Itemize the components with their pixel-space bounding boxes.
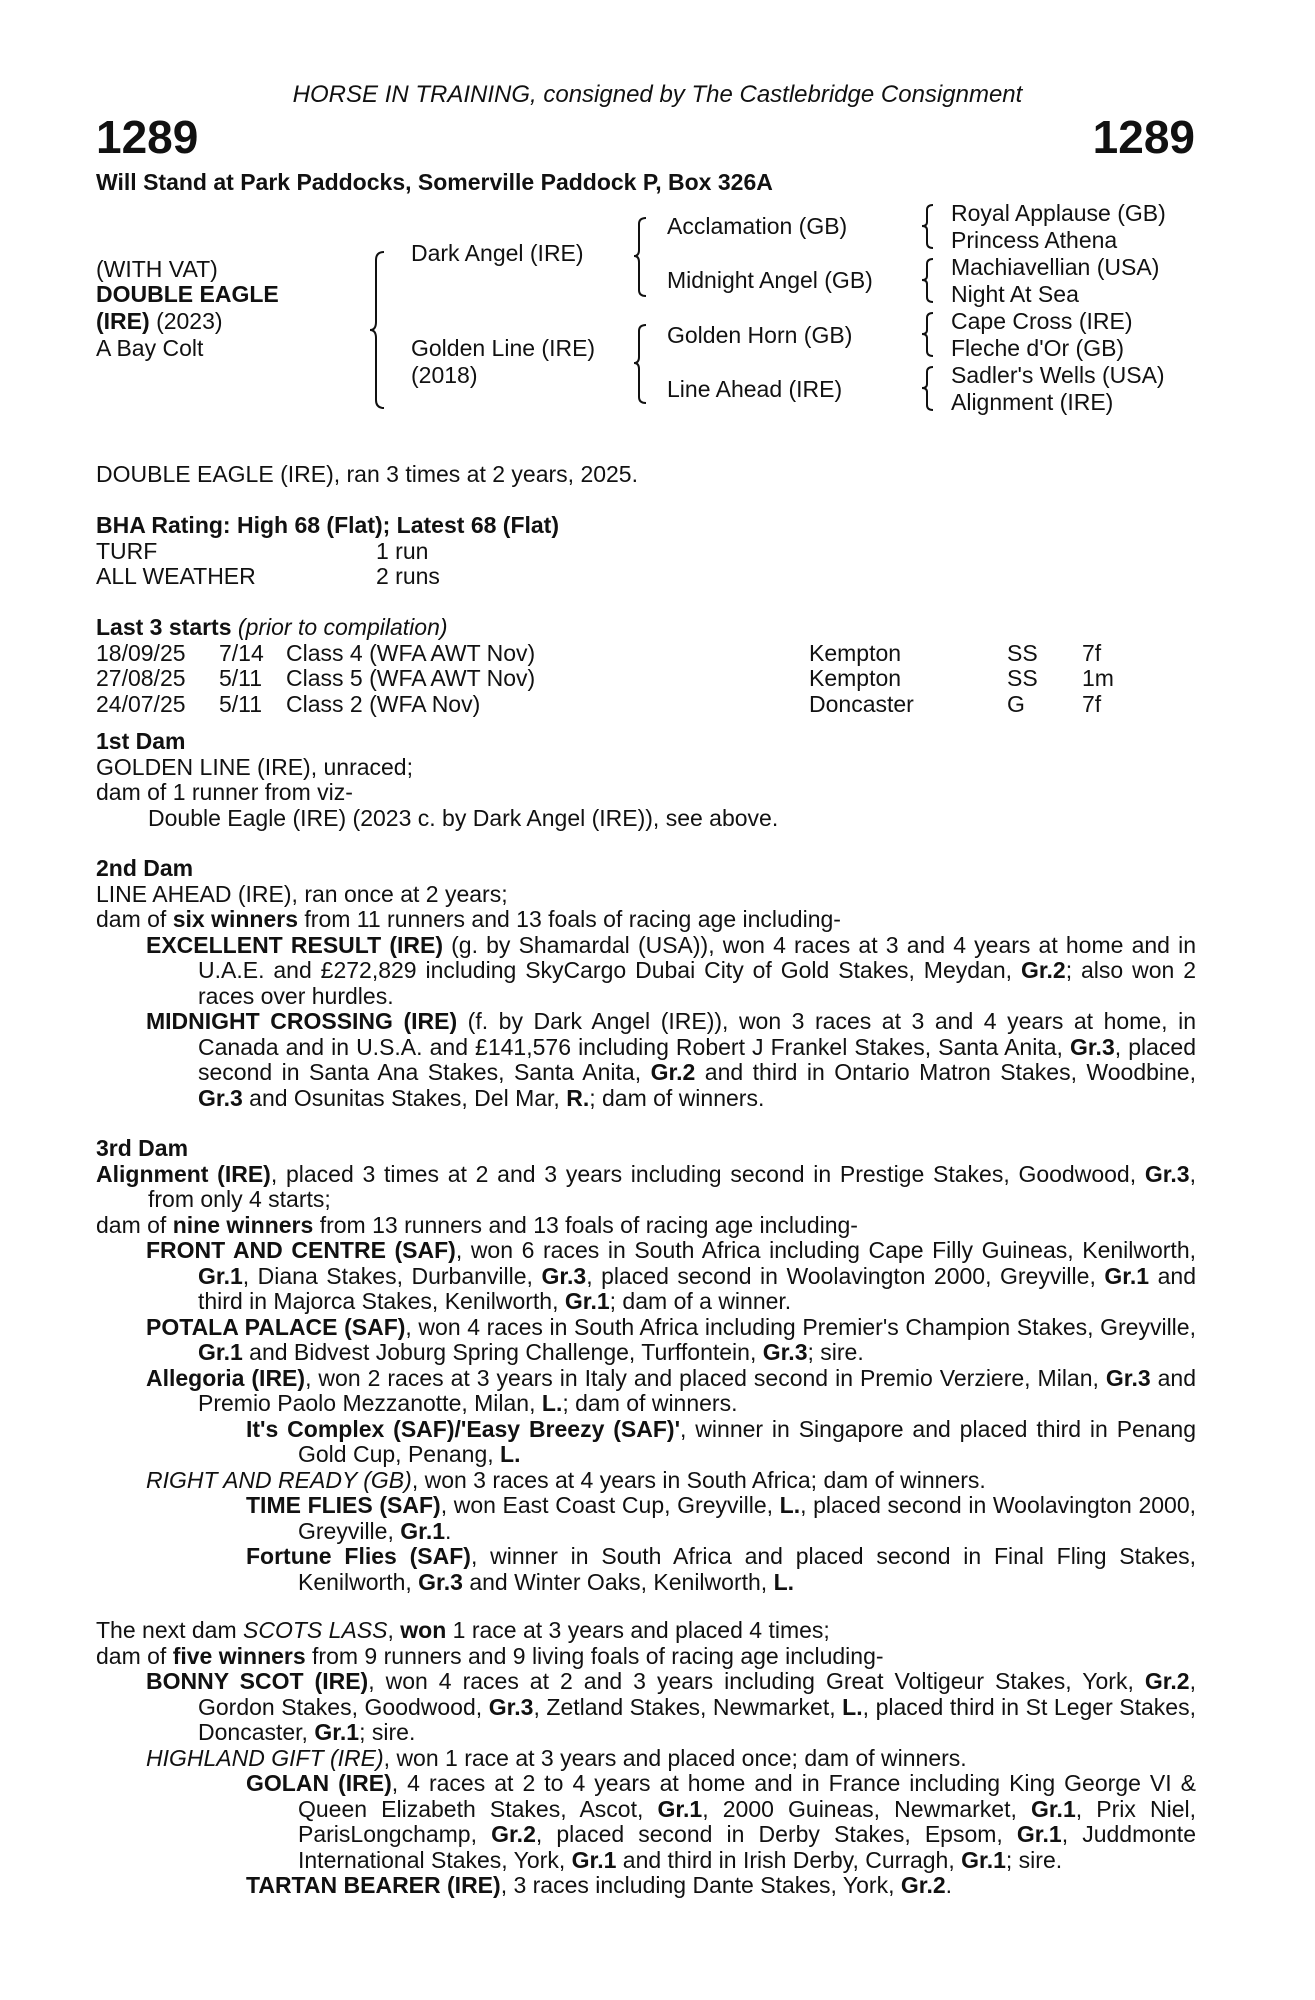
second-dam-section xyxy=(96,856,1196,1111)
pedigree-dsd: Fleche d'Or (GB) xyxy=(951,335,1125,361)
pedigree-sire: Dark Angel (IRE) xyxy=(411,240,584,266)
race-summary: DOUBLE EAGLE (IRE), ran 3 times at 2 years, 2025. xyxy=(96,461,638,487)
pedigree-dds: Sadler's Wells (USA) xyxy=(951,362,1165,388)
third-dam-alignment: Alignment (IRE), placed 3 times at 2 and 3 years including second in Prestige Stakes, Goodwood, Gr.3, from only 4 starts; xyxy=(96,1160,1196,1212)
last-starts-heading: Last 3 starts (prior to compilation) xyxy=(96,614,448,640)
produce-midnight-crossing: MIDNIGHT CROSSING (IRE) (f. by Dark Angel (IRE)), won 3 races at 3 and 4 years at home, in Canada and in U.S.A. and £141,576 including Robert J Frankel Stakes, Santa Anita, Gr.3, placed second in Santa Ana Stakes, Santa Anita, Gr.2 and third in Ontario Matron Stakes, Woodbine, Gr.3 and Osunitas Stakes, Del Mar, R.; dam of winners. xyxy=(146,1008,1196,1111)
start-row: 24/07/25 5/11 Class 2 (WFA Nov) Doncaster G 7f xyxy=(96,690,1102,717)
pedigree-dam-year: (2018) xyxy=(411,362,478,388)
next-dam-line: dam of five winners from 9 runners and 9 living foals of racing age including- xyxy=(96,1642,884,1669)
produce-right-and-ready: RIGHT AND READY (GB), won 3 races at 4 years in South Africa; dam of winners. xyxy=(146,1466,986,1493)
pedigree-sire-sire: Acclamation (GB) xyxy=(667,213,848,239)
last-starts-section xyxy=(96,615,1196,717)
pedigree-sdd: Night At Sea xyxy=(951,281,1079,307)
pedigree-bracket-main xyxy=(370,250,390,410)
start-row: 18/09/25 7/14 Class 4 (WFA AWT Nov) Kempton SS 7f xyxy=(96,639,1102,666)
produce-allegoria: Allegoria (IRE), won 2 races at 3 years in Italy and placed second in Premio Verziere, Milan, Gr.3 and Premio Paolo Mezzanotte, Milan, L.; dam of winners. xyxy=(146,1364,1197,1416)
pedigree-dss: Cape Cross (IRE) xyxy=(951,308,1133,334)
pedigree-sds: Machiavellian (USA) xyxy=(951,254,1160,280)
start-row: 27/08/25 5/11 Class 5 (WFA AWT Nov) Kempton SS 1m xyxy=(96,665,1114,691)
pedigree-sss: Royal Applause (GB) xyxy=(951,200,1166,226)
first-dam-heading: 1st Dam xyxy=(96,728,186,754)
pedigree-bracket-g3-2 xyxy=(922,257,936,305)
pedigree-dam-dam: Line Ahead (IRE) xyxy=(667,376,843,402)
produce-tartan-bearer: TARTAN BEARER (IRE), 3 races including Dante Stakes, York, Gr.2. xyxy=(246,1872,953,1898)
next-dam-line: The next dam SCOTS LASS, won 1 race at 3 years and placed 4 times; xyxy=(96,1617,830,1643)
horse-description: A Bay Colt xyxy=(96,335,204,361)
second-dam-line: LINE AHEAD (IRE), ran once at 2 years; xyxy=(96,880,508,907)
next-dam-section xyxy=(96,1618,1196,1899)
pedigree-sire-dam: Midnight Angel (GB) xyxy=(667,267,873,293)
horse-name: DOUBLE EAGLE xyxy=(96,281,279,307)
second-dam-heading: 2nd Dam xyxy=(96,855,194,881)
rating-section xyxy=(96,513,1196,590)
first-dam-line: GOLDEN LINE (IRE), unraced; xyxy=(96,753,413,780)
pedigree-ddd: Alignment (IRE) xyxy=(951,389,1114,415)
third-dam-heading: 3rd Dam xyxy=(96,1135,189,1161)
rating-all-weather: ALL WEATHER 2 runs xyxy=(96,563,440,589)
pedigree-bracket-g3-4 xyxy=(922,365,936,413)
produce-front-and-centre: FRONT AND CENTRE (SAF), won 6 races in South Africa including Cape Filly Guineas, Kenilworth, Gr.1, Diana Stakes, Durbanville, Gr.3, placed second in Woolavington 2000, Greyville, Gr.1 and third in Majorca Stakes, Kenilworth, Gr.1; dam of a winner. xyxy=(146,1237,1196,1314)
pedigree-bracket-g3-3 xyxy=(922,311,936,359)
stand-location: Will Stand at Park Paddocks, Somerville Paddock P, Box 326A xyxy=(96,169,773,195)
produce-its-complex: It's Complex (SAF)/'Easy Breezy (SAF)', winner in Singapore and placed third in Penang Gold Cup, Penang, L. xyxy=(246,1415,1196,1467)
produce-time-flies: TIME FLIES (SAF), won East Coast Cup, Greyville, L., placed second in Woolavington 2000, Greyville, Gr.1. xyxy=(246,1492,1196,1544)
pedigree-bracket-dam xyxy=(634,323,650,405)
rating-turf: TURF 1 run xyxy=(96,537,429,564)
pedigree-bracket-g3-1 xyxy=(922,203,936,251)
third-dam-section xyxy=(96,1136,1196,1595)
lot-number-right: 1289 xyxy=(1092,111,1195,163)
produce-potala-palace: POTALA PALACE (SAF), won 4 races in South Africa including Premier's Champion Stakes, Greyville, Gr.1 and Bidvest Joburg Spring Challenge, Turffontein, Gr.3; sire. xyxy=(146,1313,1196,1365)
first-dam-produce: Double Eagle (IRE) (2023 c. by Dark Angel (IRE)), see above. xyxy=(148,804,779,831)
pedigree-dam: Golden Line (IRE) xyxy=(411,335,596,361)
rating-heading: BHA Rating: High 68 (Flat); Latest 68 (Flat) xyxy=(96,512,559,538)
second-dam-line: dam of six winners from 11 runners and 13 foals of racing age including- xyxy=(96,906,841,932)
lot-number-left: 1289 xyxy=(96,111,199,163)
consignment-header: HORSE IN TRAINING, consigned by The Castlebridge Consignment xyxy=(292,81,1023,108)
third-dam-line: dam of nine winners from 13 runners and 13 foals of racing age including- xyxy=(96,1211,858,1238)
produce-golan: GOLAN (IRE), 4 races at 2 to 4 years at home and in France including King George VI & Queen Elizabeth Stakes, Ascot, Gr.1, 2000 Guineas, Newmarket, Gr.1, Prix Niel, ParisLongchamp, Gr.2, placed second in Derby Stakes, Epsom, Gr.1, Juddmonte International Stakes, York, Gr.1 and third in Irish Derby, Curragh, Gr.1; sire. xyxy=(246,1770,1196,1873)
vat-note: (WITH VAT) xyxy=(96,256,218,282)
produce-excellent-result: EXCELLENT RESULT (IRE) (g. by Shamardal (USA)), won 4 races at 3 and 4 years at home and in U.A.E. and £272,829 including SkyCargo Dubai City of Gold Stakes, Meydan, Gr.2; also won 2 races over hurdles. xyxy=(146,931,1196,1009)
produce-highland-gift: HIGHLAND GIFT (IRE), won 1 race at 3 years and placed once; dam of winners. xyxy=(146,1744,967,1771)
first-dam-section xyxy=(96,729,1196,831)
produce-bonny-scot: BONNY SCOT (IRE), won 4 races at 2 and 3 years including Great Voltigeur Stakes, York, Gr.2, Gordon Stakes, Goodwood, Gr.3, Zetland Stakes, Newmarket, L., placed third in St Leger Stakes, Doncaster, Gr.1; sire. xyxy=(146,1668,1196,1745)
pedigree-bracket-sire xyxy=(634,216,650,298)
pedigree-ssd: Princess Athena xyxy=(951,227,1118,253)
pedigree-dam-sire: Golden Horn (GB) xyxy=(667,322,853,348)
produce-fortune-flies: Fortune Flies (SAF), winner in South Africa and placed second in Final Fling Stakes, Kenilworth, Gr.3 and Winter Oaks, Kenilworth, L. xyxy=(246,1543,1196,1595)
horse-origin-year: (IRE) (2023) xyxy=(96,308,223,334)
first-dam-line: dam of 1 runner from viz- xyxy=(96,779,353,805)
